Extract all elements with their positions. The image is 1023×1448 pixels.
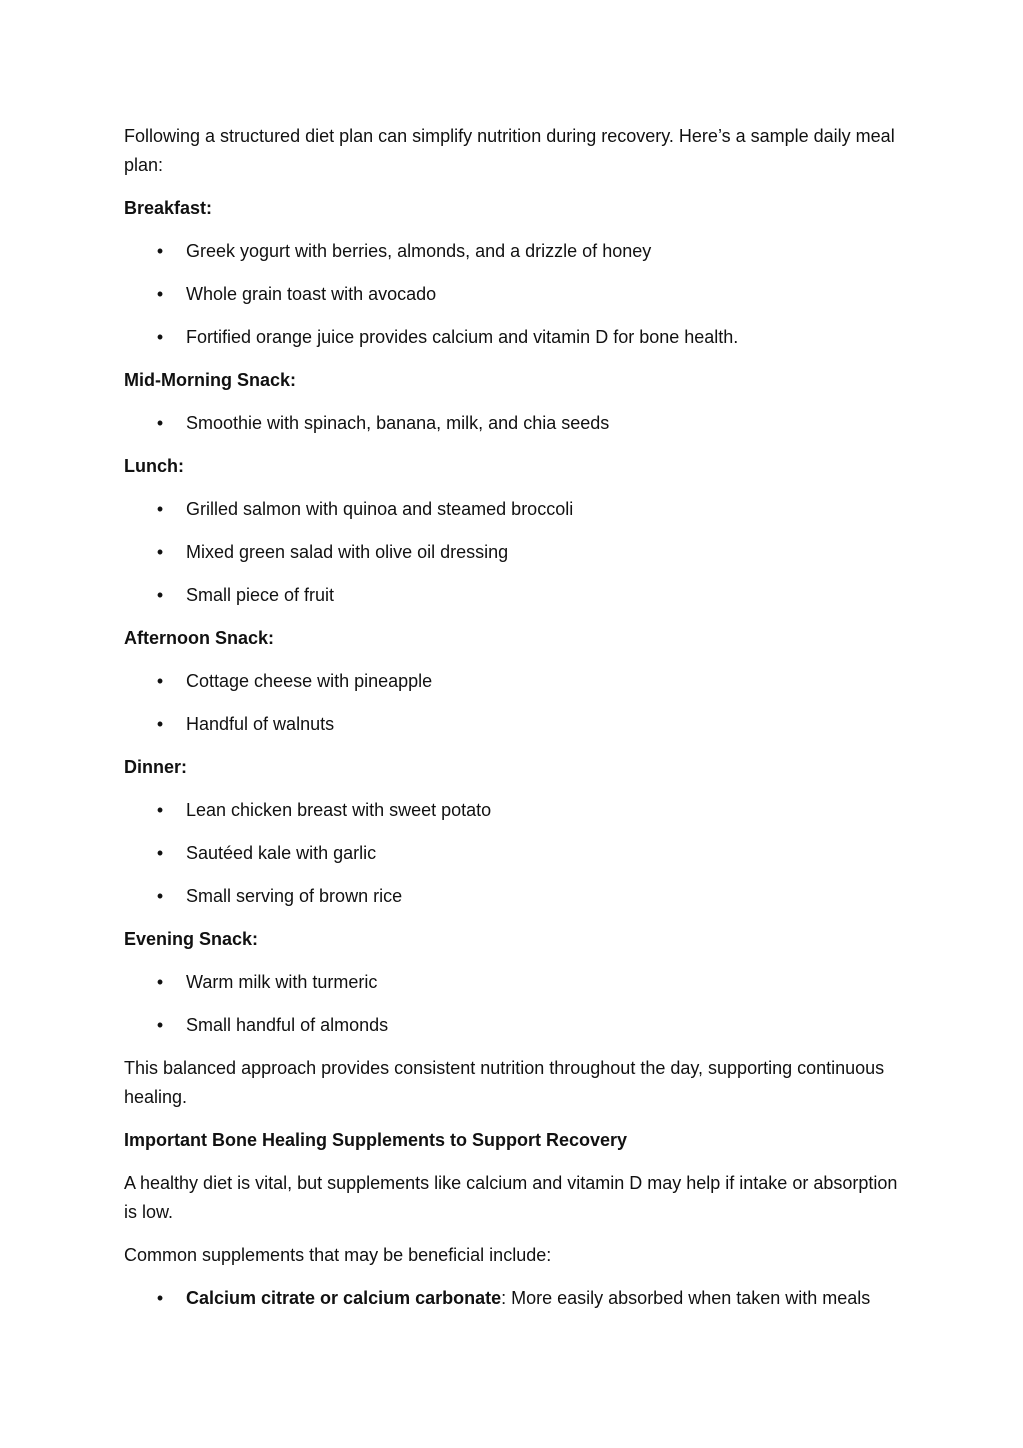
- list-item: • Grilled salmon with quinoa and steamed broccoli: [124, 495, 914, 524]
- evening-list: [124, 968, 914, 1040]
- supplement-desc: : More easily absorbed when taken with meals: [501, 1288, 871, 1308]
- list-item: • Whole grain toast with avocado: [124, 280, 914, 309]
- list-item: • Small handful of almonds: [124, 1011, 914, 1040]
- bullet-icon: •: [156, 1015, 164, 1035]
- afternoon-list: [124, 667, 914, 739]
- bullet-icon: •: [156, 886, 164, 906]
- bullet-icon: •: [156, 1288, 164, 1308]
- breakfast-list: [124, 237, 914, 352]
- bullet-icon: •: [156, 327, 164, 347]
- lunch-heading: Lunch:: [124, 456, 184, 476]
- dinner-list: [124, 796, 914, 911]
- supplement-name: Calcium citrate or calcium carbonate: [186, 1288, 502, 1308]
- intro-paragraph: Following a structured diet plan can simplify nutrition during recovery. Here’s a sample daily meal plan:: [124, 126, 895, 175]
- bullet-icon: •: [156, 542, 164, 562]
- list-item: • Small piece of fruit: [124, 581, 914, 610]
- document-page: [124, 122, 914, 1327]
- mid-morning-list: [124, 409, 914, 438]
- bullet-icon: •: [156, 585, 164, 605]
- supplements-intro: A healthy diet is vital, but supplements like calcium and vitamin D may help if intake or absorption is low.: [124, 1173, 898, 1222]
- list-item: • Sautéed kale with garlic: [124, 839, 914, 868]
- list-item: • Smoothie with spinach, banana, milk, and chia seeds: [124, 409, 914, 438]
- mid-morning-heading: Mid-Morning Snack:: [124, 370, 296, 390]
- bullet-icon: •: [156, 800, 164, 820]
- list-item: • Cottage cheese with pineapple: [124, 667, 914, 696]
- balanced-paragraph: This balanced approach provides consistent nutrition throughout the day, supporting continuous healing.: [124, 1058, 885, 1107]
- bullet-icon: •: [156, 671, 164, 691]
- bullet-icon: •: [156, 843, 164, 863]
- bullet-icon: •: [156, 284, 164, 304]
- list-item: • Mixed green salad with olive oil dressing: [124, 538, 914, 567]
- bullet-icon: •: [156, 499, 164, 519]
- list-item: • Small serving of brown rice: [124, 882, 914, 911]
- list-item: • Lean chicken breast with sweet potato: [124, 796, 914, 825]
- afternoon-heading: Afternoon Snack:: [124, 628, 275, 648]
- supplements-common: Common supplements that may be beneficial include:: [124, 1245, 552, 1265]
- dinner-heading: Dinner:: [124, 757, 187, 777]
- bullet-icon: •: [156, 241, 164, 261]
- list-item: • Handful of walnuts: [124, 710, 914, 739]
- list-item: [124, 1284, 914, 1313]
- bullet-icon: •: [156, 714, 164, 734]
- bullet-icon: •: [156, 413, 164, 433]
- breakfast-heading: Breakfast:: [124, 198, 213, 218]
- bullet-icon: •: [156, 972, 164, 992]
- list-item: • Greek yogurt with berries, almonds, and a drizzle of honey: [124, 237, 914, 266]
- supplements-heading: Important Bone Healing Supplements to Support Recovery: [124, 1130, 628, 1150]
- supplements-list: [124, 1284, 914, 1313]
- list-item: • Warm milk with turmeric: [124, 968, 914, 997]
- list-item: • Fortified orange juice provides calcium and vitamin D for bone health.: [124, 323, 914, 352]
- lunch-list: [124, 495, 914, 610]
- evening-heading: Evening Snack:: [124, 929, 259, 949]
